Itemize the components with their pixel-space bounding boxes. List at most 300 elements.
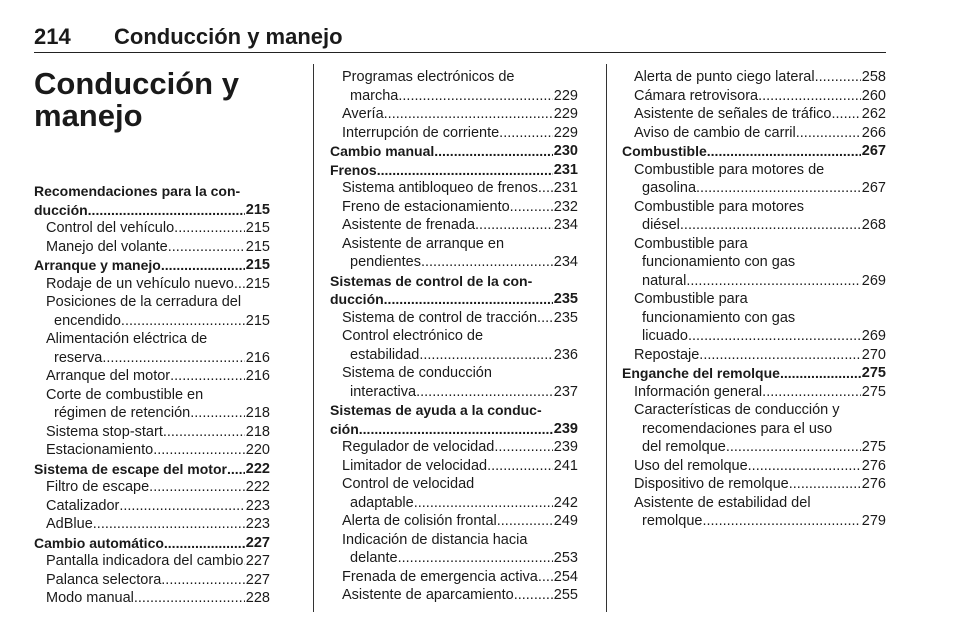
dot-leader [174, 219, 245, 238]
dot-leader [702, 512, 860, 531]
dot-leader [163, 423, 245, 442]
dot-leader [414, 494, 553, 513]
toc-entry-label: Sistema stop-start [46, 423, 163, 440]
toc-entry[interactable] [622, 457, 886, 476]
toc-entry-label: gasolina [642, 180, 697, 196]
toc-entry-row [34, 571, 270, 590]
toc-entry-row [622, 216, 886, 235]
toc-entry-text: Control electrónico de [342, 328, 484, 344]
toc-entry-text: Corte de combustible en [46, 386, 204, 403]
toc-page-number: 227 [245, 571, 270, 588]
toc-entry-label: delante [350, 550, 398, 566]
toc-entry[interactable] [34, 497, 270, 516]
column-divider [606, 64, 607, 612]
toc-entry-row [330, 586, 578, 605]
toc-entry-label: Asistente de señales de tráfico [634, 106, 832, 122]
toc-entry-label: adaptable [350, 494, 414, 511]
toc-page-number: 215 [245, 257, 270, 273]
toc-entry[interactable] [330, 105, 578, 124]
dot-leader [234, 275, 245, 294]
toc-entry-row [34, 552, 270, 571]
dot-leader [398, 87, 552, 106]
toc-entry-label: Limitador de velocidad [342, 457, 488, 474]
toc-entry-row [622, 512, 886, 531]
toc-page-number: 235 [553, 309, 578, 326]
toc-entry-label: Uso del remolque [634, 457, 748, 474]
toc-page-number: 229 [553, 106, 578, 122]
toc-entry[interactable] [34, 478, 270, 497]
toc-entry[interactable] [330, 531, 578, 568]
toc-entry[interactable] [330, 586, 578, 605]
toc-page-number: 216 [245, 368, 270, 384]
toc-entry-label: licuado [642, 328, 688, 344]
dot-leader [789, 475, 861, 494]
toc-entry-label: Avería [342, 106, 384, 122]
dot-leader [680, 216, 861, 235]
toc-entry[interactable] [34, 238, 270, 257]
toc-entry[interactable] [330, 216, 578, 235]
toc-entry-label: Alerta de punto ciego lateral [634, 69, 815, 85]
toc-entry-text: Control de velocidad [342, 476, 475, 492]
toc-page-number: 234 [553, 254, 578, 270]
toc-entry-label: AdBlue [46, 516, 93, 532]
toc-entry-row [34, 534, 270, 553]
toc-entry-row [622, 475, 886, 494]
toc-entry-label: Repostaje [634, 346, 700, 363]
toc-entry-row [330, 161, 578, 180]
dot-leader [497, 512, 553, 531]
toc-section[interactable] [34, 256, 270, 275]
toc-entry-label: Aviso de cambio de carril [634, 124, 796, 141]
toc-entry[interactable] [330, 198, 578, 217]
toc-entry-row [330, 290, 578, 309]
toc-page-number: 239 [553, 439, 578, 455]
dot-leader [149, 478, 245, 497]
toc-entry[interactable] [34, 386, 270, 423]
toc-entry-row [34, 589, 270, 608]
toc-entry[interactable] [34, 330, 270, 367]
toc-page-number: 242 [553, 494, 578, 511]
toc-entry-label: Sistema de control de tracción [342, 309, 538, 326]
dot-leader [384, 290, 553, 309]
toc-entry[interactable] [330, 364, 578, 401]
toc-entry-label: Pantalla indicadora del cambio [46, 553, 244, 569]
dot-leader [168, 238, 245, 257]
dot-leader [762, 383, 861, 402]
toc-entry-label: régimen de retención [54, 405, 191, 421]
dot-leader [153, 441, 245, 460]
dot-leader [780, 364, 861, 383]
header-title: Conducción y manejo [114, 24, 343, 49]
dot-leader [538, 568, 553, 587]
toc-entry-row [330, 494, 578, 513]
toc-entry-label: remolque [642, 513, 703, 529]
toc-page-number: 239 [553, 420, 578, 437]
toc-page-number: 276 [861, 457, 886, 474]
toc-entry-text: Combustible para [634, 235, 748, 252]
toc-entry-row [622, 142, 886, 161]
toc-entry-label: Filtro de escape [46, 479, 150, 495]
toc-entry-text: Combustible para [634, 291, 748, 307]
page-header [34, 18, 886, 53]
dot-leader [419, 346, 552, 365]
toc-entry-label: Modo manual [46, 590, 134, 606]
toc-entry-label: Enganche del remolque [622, 365, 780, 381]
dot-leader [815, 68, 861, 87]
toc-entry-label: Estacionamiento [46, 442, 154, 458]
toc-entry-row [34, 219, 270, 238]
toc-page-number: 279 [861, 513, 886, 529]
toc-section[interactable] [34, 182, 270, 219]
dot-leader [514, 586, 553, 605]
toc-section[interactable] [622, 142, 886, 161]
dot-leader [190, 404, 245, 423]
toc-entry-label: del remolque [642, 439, 726, 455]
toc-entry-row [622, 124, 886, 143]
toc-entry-row [330, 179, 578, 198]
toc-entry[interactable] [622, 494, 886, 531]
toc-page-number: 215 [245, 275, 270, 292]
toc-page-number: 215 [245, 220, 270, 236]
toc-entry-label: Freno de estacionamiento [342, 198, 510, 215]
toc-entry-row [330, 383, 578, 402]
toc-entry-label: Arranque del motor [46, 368, 171, 384]
toc-entry-label: Arranque y manejo [34, 257, 161, 273]
toc-entry-label: Asistente de frenada [342, 217, 476, 233]
toc-entry-label: Sistema antibloqueo de frenos [342, 180, 538, 196]
toc-entry[interactable] [622, 68, 886, 87]
dot-leader [384, 105, 553, 124]
toc-page-number: 275 [861, 365, 886, 381]
toc-entry-text: Sistemas de control de la con- [330, 272, 533, 289]
toc-entry-row [330, 420, 578, 439]
toc-page-number: 269 [861, 328, 886, 344]
toc-page-number: 267 [861, 180, 886, 196]
chapter-title [34, 68, 270, 132]
toc-entry-row [330, 142, 578, 161]
toc-entry[interactable] [330, 475, 578, 512]
dot-leader [119, 497, 244, 516]
toc-entry[interactable] [622, 87, 886, 106]
toc-page-number: 229 [553, 87, 578, 104]
dot-leader [398, 549, 553, 568]
toc-page-number: 231 [553, 180, 578, 196]
toc-entry-text: Posiciones de la cerradura del [46, 294, 242, 310]
toc-page-number: 268 [861, 217, 886, 233]
toc-page-number: 227 [245, 534, 270, 551]
toc-page-number: 258 [861, 69, 886, 85]
toc-entry-text: funcionamiento con gas [642, 309, 796, 326]
toc-entry-text: Alimentación eléctrica de [46, 331, 208, 347]
dot-leader [499, 124, 553, 143]
toc-page-number: 220 [245, 442, 270, 458]
toc-page-number: 275 [861, 383, 886, 400]
dot-leader [164, 534, 245, 553]
toc-page-number: 267 [861, 143, 886, 159]
toc-entries [330, 68, 578, 605]
dot-leader [121, 312, 245, 331]
toc-entry-row [330, 346, 578, 365]
toc-section[interactable] [330, 142, 578, 161]
page-number: 214 [34, 24, 71, 49]
toc-entry[interactable] [622, 124, 886, 143]
toc-entry[interactable] [622, 475, 886, 494]
dot-leader [434, 142, 553, 161]
toc-entry-text: Programas electrónicos de [342, 69, 515, 85]
toc-entry[interactable] [330, 327, 578, 364]
toc-page-number: 249 [553, 513, 578, 529]
toc-entry-row [330, 457, 578, 476]
toc-entry-row [34, 497, 270, 516]
toc-section[interactable] [34, 460, 270, 479]
toc-entry-row [622, 68, 886, 87]
toc-entry[interactable] [34, 367, 270, 386]
toc-entry-label: Alerta de colisión frontal [342, 513, 497, 529]
toc-entry[interactable] [34, 423, 270, 442]
toc-entry-row [622, 383, 886, 402]
dot-leader [475, 216, 553, 235]
toc-entry-row [330, 253, 578, 272]
toc-entry-label: Dispositivo de remolque [634, 476, 789, 492]
toc-page-number: 223 [245, 516, 270, 532]
toc-page-number: 215 [245, 201, 270, 218]
toc-entry-row [34, 460, 270, 479]
toc-entry[interactable] [622, 161, 886, 198]
dot-leader [748, 457, 861, 476]
toc-entry-row [34, 367, 270, 386]
toc-entry-row [34, 423, 270, 442]
toc-entry-row [34, 275, 270, 294]
toc-entry-row [34, 256, 270, 275]
toc-entry-label: Rodaje de un vehículo nuevo [46, 275, 234, 292]
toc-page-number: 235 [553, 291, 578, 307]
toc-entry-label: Frenos [330, 161, 377, 178]
toc-page-number: 216 [245, 349, 270, 366]
toc-page-number: 222 [245, 479, 270, 495]
toc-entry-row [330, 105, 578, 124]
dot-leader [359, 420, 553, 439]
dot-leader [510, 198, 553, 217]
toc-page-number: 218 [245, 423, 270, 440]
toc-entry[interactable] [622, 235, 886, 291]
toc-entry[interactable] [622, 383, 886, 402]
dot-leader [102, 349, 244, 368]
toc-entry-row [34, 238, 270, 257]
toc-entry-row [330, 512, 578, 531]
toc-entry[interactable] [34, 515, 270, 534]
toc-entry-label: natural [642, 272, 687, 289]
toc-column-2 [330, 68, 578, 605]
dot-leader [707, 142, 861, 161]
toc-entry[interactable] [34, 275, 270, 294]
toc-entry-label: Frenada de emergencia activa [342, 568, 538, 585]
toc-entry-label: ducción [330, 291, 384, 307]
dot-leader [88, 201, 245, 220]
toc-entry-row [622, 457, 886, 476]
toc-entry[interactable] [330, 235, 578, 272]
toc-entry[interactable] [330, 512, 578, 531]
toc-entry-row [622, 105, 886, 124]
toc-entry-label: Catalizador [46, 497, 120, 514]
toc-entry-label: Cámara retrovisora [634, 87, 759, 104]
toc-entry[interactable] [330, 68, 578, 105]
dot-leader [161, 256, 245, 275]
dot-leader [537, 309, 553, 328]
toc-entry-row [34, 515, 270, 534]
toc-entry-label: ducción [34, 201, 88, 218]
toc-section[interactable] [330, 401, 578, 438]
dot-leader [421, 253, 553, 272]
toc-entry[interactable] [34, 219, 270, 238]
toc-entry-row [34, 201, 270, 220]
toc-page-number: 266 [861, 124, 886, 141]
toc-entry[interactable] [34, 571, 270, 590]
toc-page-number: 234 [553, 217, 578, 233]
toc-page-number: 237 [553, 383, 578, 400]
toc-entry[interactable] [330, 568, 578, 587]
toc-entry-label: Manejo del volante [46, 238, 168, 255]
dot-leader [494, 438, 552, 457]
toc-entry-row [622, 179, 886, 198]
toc-entry[interactable] [34, 552, 270, 571]
toc-page-number: 227 [245, 553, 270, 569]
toc-page-number: 228 [245, 590, 270, 606]
toc-entry-row [622, 272, 886, 291]
toc-entry[interactable] [622, 105, 886, 124]
toc-page-number: 253 [553, 550, 578, 566]
toc-entry[interactable] [330, 457, 578, 476]
toc-entry-text: Indicación de distancia hacia [342, 531, 528, 548]
toc-entry-label: estabilidad [350, 346, 420, 363]
toc-page-number: 236 [553, 346, 578, 363]
toc-entry-label: Combustible [622, 143, 707, 159]
toc-entry[interactable] [330, 179, 578, 198]
toc-page-number: 222 [245, 460, 270, 477]
toc-page-number: 241 [553, 457, 578, 474]
dot-leader [686, 272, 860, 291]
toc-entry[interactable] [330, 438, 578, 457]
toc-entry[interactable] [34, 441, 270, 460]
toc-entry-text: Asistente de estabilidad del [634, 494, 811, 511]
toc-entry-label: Sistema de escape del motor [34, 460, 227, 477]
toc-entry[interactable] [34, 589, 270, 608]
toc-entry-label: pendientes [350, 254, 421, 270]
toc-entry[interactable] [622, 290, 886, 346]
toc-entries [622, 68, 886, 531]
dot-leader [134, 589, 245, 608]
toc-page-number: 215 [245, 238, 270, 255]
toc-entry-row [34, 312, 270, 331]
toc-page-number: 232 [553, 198, 578, 215]
dot-leader [726, 438, 861, 457]
toc-section[interactable] [330, 161, 578, 180]
toc-page-number: 215 [245, 312, 270, 329]
chapter-title-line: manejo [34, 98, 143, 133]
toc-entry[interactable] [622, 401, 886, 457]
toc-entry-label: Interrupción de corriente [342, 124, 500, 141]
toc-entry-text: recomendaciones para el uso [642, 420, 833, 437]
toc-entry-text: Características de conducción y [634, 402, 840, 418]
toc-entry-row [34, 441, 270, 460]
toc-entry-text: Combustible para motores [634, 198, 805, 215]
toc-section[interactable] [34, 534, 270, 553]
toc-page-number: 218 [245, 405, 270, 421]
toc-page-number: 254 [553, 568, 578, 585]
dot-leader [416, 383, 553, 402]
toc-entry-text: Combustible para motores de [634, 161, 825, 178]
dot-leader [831, 105, 860, 124]
toc-entry-row [330, 87, 578, 106]
toc-page-number: 270 [861, 346, 886, 363]
toc-entry-row [330, 198, 578, 217]
toc-section[interactable] [622, 364, 886, 383]
toc-entry-row [330, 568, 578, 587]
toc-entry-row [34, 478, 270, 497]
dot-leader [170, 367, 245, 386]
toc-entry-row [330, 438, 578, 457]
toc-entry-row [330, 309, 578, 328]
toc-entry-label: interactiva [350, 383, 417, 400]
toc-section[interactable] [330, 272, 578, 309]
toc-entry-label: marcha [350, 87, 399, 104]
dot-leader [688, 327, 861, 346]
toc-entry-label: reserva [54, 349, 103, 366]
toc-entry-row [34, 349, 270, 368]
toc-entry-label: encendido [54, 312, 121, 329]
toc-page-number: 255 [553, 587, 578, 603]
toc-page-number: 230 [553, 143, 578, 159]
toc-entry-label: Control del vehículo [46, 220, 175, 236]
toc-entry[interactable] [622, 346, 886, 365]
toc-entry-label: diésel [642, 217, 680, 233]
toc-page-number: 260 [861, 87, 886, 104]
toc-entry[interactable] [622, 198, 886, 235]
toc-entry-label: Cambio manual [330, 143, 435, 159]
toc-entry[interactable] [34, 293, 270, 330]
toc-page-number: 276 [861, 476, 886, 492]
toc-page-number: 275 [861, 439, 886, 455]
toc-entry-text: Sistema de conducción [342, 365, 492, 381]
dot-leader [377, 161, 553, 180]
toc-entries [34, 182, 270, 608]
toc-entry[interactable] [330, 124, 578, 143]
toc-page-number: 269 [861, 272, 886, 289]
toc-entry-row [622, 346, 886, 365]
toc-entry-label: ción [330, 420, 359, 437]
toc-entry-row [622, 87, 886, 106]
toc-entry-label: Información general [634, 383, 763, 400]
toc-column-3 [622, 68, 886, 531]
toc-entry-text: Asistente de arranque en [342, 235, 505, 252]
toc-column-1 [34, 68, 270, 608]
dot-leader [161, 571, 245, 590]
toc-entry-text: funcionamiento con gas [642, 254, 796, 270]
dot-leader [696, 179, 861, 198]
toc-entry-label: Regulador de velocidad [342, 439, 495, 455]
toc-entry-row [330, 549, 578, 568]
dot-leader [758, 87, 861, 106]
toc-entry-row [330, 216, 578, 235]
toc-entry-row [34, 404, 270, 423]
toc-entry-row [330, 124, 578, 143]
toc-entry-label: Cambio automático [34, 534, 164, 551]
dot-leader [699, 346, 861, 365]
toc-page-number: 231 [553, 161, 578, 178]
toc-entry-row [622, 327, 886, 346]
dot-leader [227, 460, 245, 479]
toc-entry-row [622, 364, 886, 383]
toc-entry[interactable] [330, 309, 578, 328]
